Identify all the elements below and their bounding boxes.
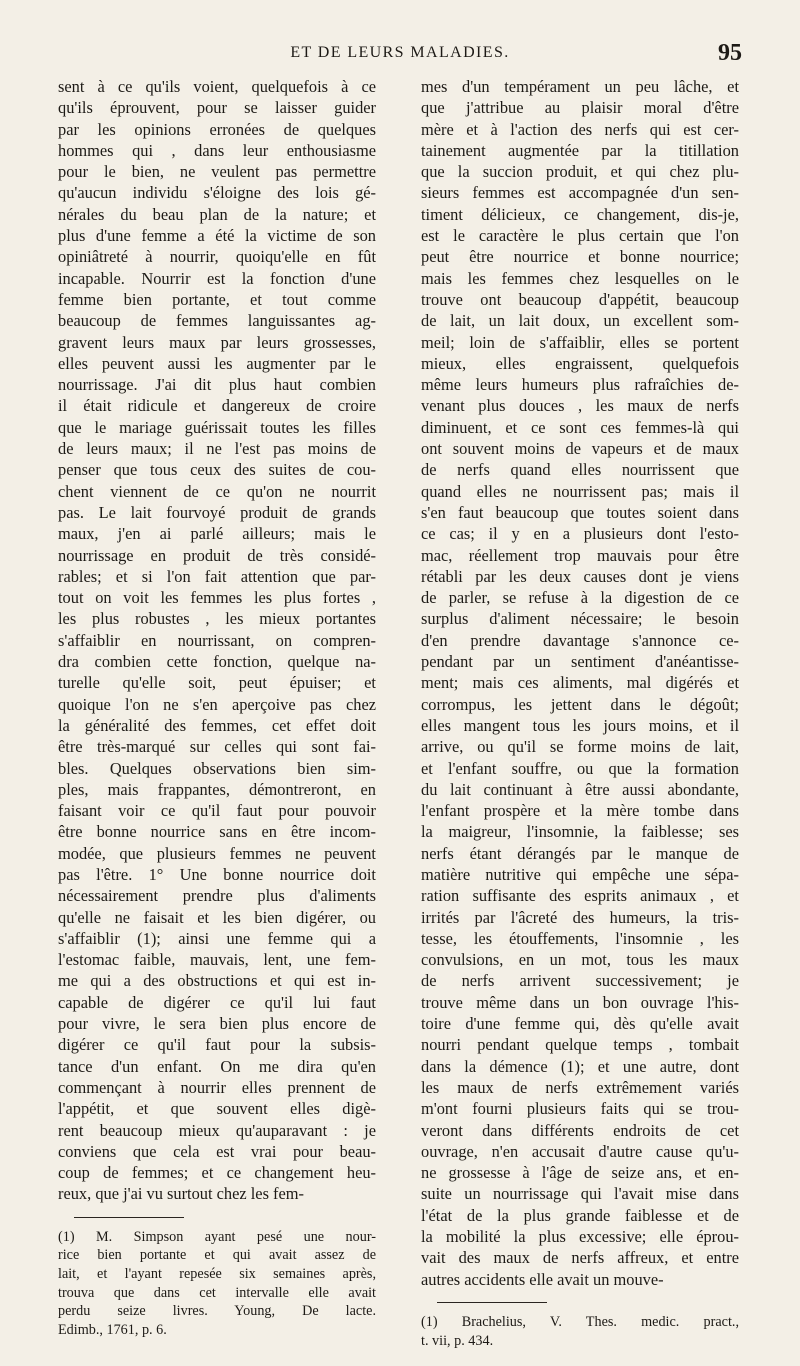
text-line: qu'elle ne faisait et les bien digérer, ou — [58, 907, 376, 927]
footnote-separator — [74, 1217, 184, 1218]
text-line: gravent leurs maux par leurs grossesses, — [58, 332, 376, 352]
text-line: corrompus, les jettent dans le dégoût; — [421, 694, 739, 714]
running-title: ET DE LEURS MALADIES. — [290, 44, 510, 61]
text-line: hommes qui , dans leur enthousiasme — [58, 140, 376, 160]
text-line: la généralité des femmes, cet effet doit — [58, 715, 376, 735]
text-line: pendant par un sentiment d'anéantisse- — [421, 652, 739, 672]
text-line: incapable. Nourrir est la fonction d'une — [58, 268, 376, 288]
text-line: trouve ont beaucoup d'appétit, beaucoup — [421, 289, 739, 309]
text-line: (1) M. Simpson ayant pesé une nour- — [58, 1228, 376, 1245]
text-line: commençant à nourrir elles prennent de — [58, 1077, 376, 1097]
text-line: chent viennent de ce qu'on ne nourrit — [58, 481, 376, 501]
text-line: que j'attribue au plaisir moral d'être — [421, 98, 739, 118]
text-line: elles mangent tous les jours moins, et il — [421, 715, 739, 735]
text-line: maux, j'en ai parlé ailleurs; mais le — [58, 524, 376, 544]
text-line: de parler, se refuse à la digestion de ce — [421, 588, 739, 608]
text-line: être très-marqué sur celles qui sont fai- — [58, 737, 376, 757]
text-line: (1) Brachelius, V. Thes. medic. pract., — [421, 1313, 739, 1330]
left-column — [58, 76, 376, 1339]
text-line: femme bien portante, et tout comme — [58, 289, 376, 309]
text-line: rables; et si l'on fait attention que par- — [58, 566, 376, 586]
text-line: d'en prendre davantage s'annonce ce- — [421, 630, 739, 650]
text-line: nourrissage. J'ai dit plus haut combien — [58, 375, 376, 395]
text-line: les maux de nerfs extrêmement variés — [421, 1077, 739, 1097]
text-line: ouvrage, n'en accusait d'autre cause qu'u- — [421, 1141, 739, 1161]
text-line: s'affaiblir en nourrissant, on compren- — [58, 630, 376, 650]
text-line: nerfs étant dérangés par le manque de — [421, 843, 739, 863]
right-column-body — [421, 76, 739, 1290]
text-line: ont souvent moins de vapeurs et de maux — [421, 439, 739, 459]
text-line: les plus robustes , les mieux portantes — [58, 609, 376, 629]
text-line: bles. Quelques observations bien sim- — [58, 758, 376, 778]
text-line: qu'aucun individu s'éloigne des lois gé- — [58, 183, 376, 203]
text-line: ce cas; il y en a plusieurs dont l'esto- — [421, 524, 739, 544]
text-line: l'état de la plus grande faiblesse et de — [421, 1205, 739, 1225]
text-line: coup de femmes; et ce changement heu- — [58, 1163, 376, 1183]
text-line: nécessairement prendre plus d'aliments — [58, 886, 376, 906]
text-line: s'affaiblir (1); ainsi une femme qui a — [58, 928, 376, 948]
text-line: mac, réellement trop mauvais pour être — [421, 545, 739, 565]
text-line: ples, mais frappantes, démontreront, en — [58, 779, 376, 799]
text-line: faisant voir ce qu'il faut pour pouvoir — [58, 801, 376, 821]
text-line: vait des maux de nerfs affreux, et entre — [421, 1248, 739, 1268]
text-line: digérer ce qu'il faut pour la subsis- — [58, 1035, 376, 1055]
left-column-body — [58, 76, 376, 1205]
text-line: rétabli par les deux causes dont je viens — [421, 566, 739, 586]
text-line: plus d'une femme a été la victime de son — [58, 226, 376, 246]
text-line: par les opinions erronées de quelques — [58, 119, 376, 139]
text-line: de nerfs arrivent successivement; je — [421, 971, 739, 991]
text-line: qu'ils éprouvent, pour se laisser guider — [58, 98, 376, 118]
running-head — [0, 40, 800, 70]
text-line: opiniâtreté à nourrir, quoiqu'elle en fût — [58, 247, 376, 267]
text-line: pas l'être. 1° Une bonne nourrice doit — [58, 864, 376, 884]
text-line: de lait, un lait doux, un excellent som- — [421, 311, 739, 331]
text-line: l'enfant prospère et la mère tombe dans — [421, 801, 739, 821]
right-footnote — [421, 1313, 739, 1350]
text-line: quoique l'on ne s'en aperçoive pas chez — [58, 694, 376, 714]
text-line: ment; mais ces aliments, mal digérés et — [421, 673, 739, 693]
text-line: turelle qu'elle soit, peut épuiser; et — [58, 673, 376, 693]
text-line: de leurs maux; il ne l'est pas moins de — [58, 439, 376, 459]
text-line: lait, et l'ayant repesée six semaines après, — [58, 1265, 376, 1282]
text-line: pour le bien, ne veulent pas permettre — [58, 162, 376, 182]
text-line: autres accidents elle avait un mouve- — [421, 1269, 664, 1289]
text-line: nourrissage en produit de très considé- — [58, 545, 376, 565]
text-line: surplus d'aliment nécessaire; le besoin — [421, 609, 739, 629]
text-line: irrités par l'âcreté des humeurs, la tris- — [421, 907, 739, 927]
right-column — [421, 76, 739, 1350]
text-line: ne grossesse à l'âge de seize ans, et en- — [421, 1163, 739, 1183]
text-line: s'en faut beaucoup que toutes soient dans — [421, 502, 739, 522]
text-line: beaucoup de femmes languissantes ag- — [58, 311, 376, 331]
footnote-separator — [437, 1302, 547, 1303]
text-line: modée, que plusieurs femmes ne peuvent — [58, 843, 376, 863]
text-line: matière nutritive qui empêche une sépa- — [421, 864, 739, 884]
text-line: pour vivre, le sera bien plus encore de — [58, 1014, 376, 1034]
text-line: penser que tous ceux des suites de cou- — [58, 460, 376, 480]
text-line: conviens que cela est vrai pour beau- — [58, 1141, 376, 1161]
text-line: m'ont fourni plusieurs faits qui se trou- — [421, 1099, 739, 1119]
text-line: meil; loin de s'affaiblir, elles se portent — [421, 332, 739, 352]
text-line: être bonne nourrice sans en être incom- — [58, 822, 376, 842]
text-line: tesse, les étouffements, l'insomnie , les — [421, 928, 739, 948]
text-line: sieurs femmes est accompagnée d'un sen- — [421, 183, 739, 203]
text-line: t. vii, p. 434. — [421, 1332, 494, 1349]
text-line: suite un nourrissage qui l'avait mise dans — [421, 1184, 739, 1204]
text-line: est le caractère le plus certain que l'on — [421, 226, 739, 246]
text-line: que le mariage guérissait toutes les filles — [58, 417, 376, 437]
text-line: l'estomac faible, mauvais, lent, une fem- — [58, 950, 376, 970]
text-line: convulsions, en un mot, tous les maux — [421, 950, 739, 970]
text-line: et l'enfant souffre, ou que la formation — [421, 758, 739, 778]
text-line: toire d'une femme qui, dès qu'elle avait — [421, 1014, 739, 1034]
left-footnote — [58, 1228, 376, 1340]
text-line: il était ridicule et dangereux de croire — [58, 396, 376, 416]
text-line: quand elles ne nourrissent pas; mais il — [421, 481, 739, 501]
text-line: mais les femmes chez lesquelles on le — [421, 268, 739, 288]
text-line: me qui a des obstructions et qui est in- — [58, 971, 376, 991]
text-line: reux, que j'ai vu surtout chez les fem- — [58, 1184, 304, 1204]
text-line: elles peuvent aussi les augmenter par le — [58, 353, 376, 373]
text-line: arrive, ou qu'il se forme moins de lait, — [421, 737, 739, 757]
text-line: peut être nourrice et bonne nourrice; — [421, 247, 739, 267]
text-line: dra combien cette fonction, quelque na- — [58, 652, 376, 672]
text-line: la mobilité la plus excessive; elle éprou- — [421, 1227, 739, 1247]
text-line: tout on voit les femmes les plus fortes , — [58, 588, 376, 608]
text-line: mieux, elles engraissent, quelquefois — [421, 353, 739, 373]
text-line: même leurs humeurs plus rafraîchies de- — [421, 375, 739, 395]
text-line: tainement augmentée par la titillation — [421, 140, 739, 160]
text-line: trouva que dans cet intervalle elle avait — [58, 1284, 376, 1301]
text-line: du lait continuant à être aussi abondante, — [421, 779, 739, 799]
text-line: Edimb., 1761, p. 6. — [58, 1321, 167, 1338]
text-line: nérales du beau plan de la nature; et — [58, 204, 376, 224]
text-line: diminuent, et ce sont ces femmes-là qui — [421, 417, 739, 437]
text-line: capable de digérer ce qu'il lui faut — [58, 992, 376, 1012]
text-line: nourri pendant quelque temps , tombait — [421, 1035, 739, 1055]
text-line: pas. Le lait fourvoyé produit de grands — [58, 502, 376, 522]
text-line: venant plus douces , les maux de nerfs — [421, 396, 739, 416]
text-line: que la succion produit, et qui chez plu- — [421, 162, 739, 182]
text-line: sent à ce qu'ils voient, quelquefois à ce — [58, 77, 376, 96]
text-line: tance d'un enfant. On me dira qu'en — [58, 1056, 376, 1076]
text-line: de nerfs quand elles nourrissent que — [421, 460, 739, 480]
text-line: mère et à l'action des nerfs qui est cer- — [421, 119, 739, 139]
text-line: mes d'un tempérament un peu lâche, et — [421, 77, 739, 96]
page-number: 95 — [718, 40, 742, 66]
text-line: veront dans différents endroits de cet — [421, 1120, 739, 1140]
text-line: dans la démence (1); et une autre, dont — [421, 1056, 739, 1076]
text-line: perdu seize livres. Young, De lacte. — [58, 1303, 376, 1320]
text-line: la maigreur, l'insomnie, la faiblesse; ses — [421, 822, 739, 842]
text-line: rent beaucoup mieux qu'auparavant : je — [58, 1120, 376, 1140]
text-line: timent délicieux, ce changement, dis-je, — [421, 204, 739, 224]
text-line: trouve même dans un bon ouvrage l'his- — [421, 992, 739, 1012]
text-line: rice bien portante et qui avait assez de — [58, 1247, 376, 1264]
text-line: ration suffisante des esprits animaux , et — [421, 886, 739, 906]
text-line: l'appétit, et que souvent elles digè- — [58, 1099, 376, 1119]
